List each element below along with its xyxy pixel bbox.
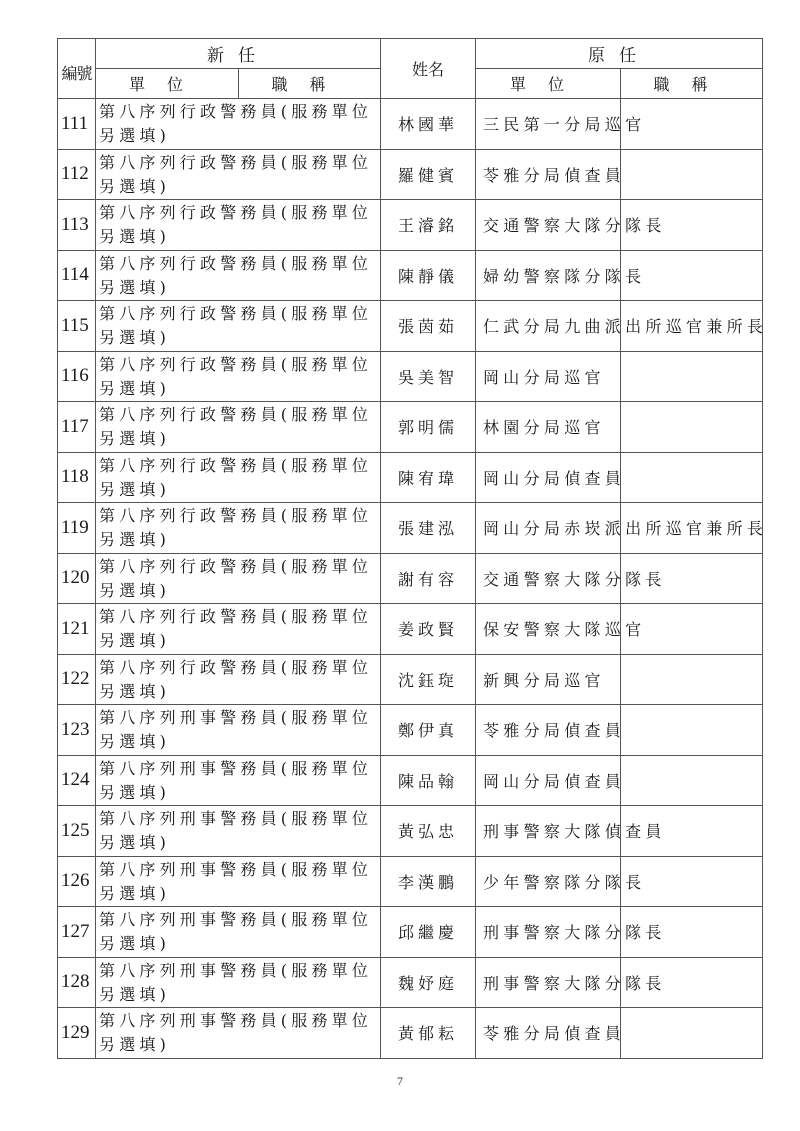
header-new-title: 職稱 (239, 69, 381, 99)
new-unit-title: 第八序列行政警務員(服務單位另選填) (96, 200, 381, 251)
original-unit: 新興分局巡官 (476, 654, 621, 705)
person-name: 吳美智 (381, 351, 476, 402)
new-unit-title: 第八序列刑事警務員(服務單位另選填) (96, 957, 381, 1008)
new-unit-title: 第八序列刑事警務員(服務單位另選填) (96, 856, 381, 907)
original-title (621, 452, 763, 503)
original-unit: 岡山分局赤崁派出所巡官兼所長 (476, 503, 621, 554)
new-unit-title: 第八序列行政警務員(服務單位另選填) (96, 452, 381, 503)
row-number: 124 (58, 755, 96, 806)
table-row (58, 250, 763, 301)
table-row (58, 907, 763, 958)
person-name: 鄭伊真 (381, 705, 476, 756)
person-name: 邱繼慶 (381, 907, 476, 958)
table-row (58, 301, 763, 352)
table-row (58, 452, 763, 503)
new-unit-title: 第八序列刑事警務員(服務單位另選填) (96, 705, 381, 756)
row-number: 114 (58, 250, 96, 301)
original-unit: 岡山分局偵查員 (476, 452, 621, 503)
person-name: 陳品翰 (381, 755, 476, 806)
roster-body (58, 99, 768, 1059)
original-unit: 苓雅分局偵查員 (476, 705, 621, 756)
row-number: 126 (58, 856, 96, 907)
original-title (621, 149, 763, 200)
original-title (621, 1008, 763, 1059)
new-unit-title: 第八序列行政警務員(服務單位另選填) (96, 402, 381, 453)
table-row (58, 604, 763, 655)
new-unit-title: 第八序列行政警務員(服務單位另選填) (96, 250, 381, 301)
header-new-unit: 單位 (96, 69, 239, 99)
person-name: 張茵茹 (381, 301, 476, 352)
row-number: 113 (58, 200, 96, 251)
new-unit-title: 第八序列行政警務員(服務單位另選填) (96, 351, 381, 402)
table-row (58, 402, 763, 453)
original-unit: 交通警察大隊分隊長 (476, 200, 621, 251)
row-number: 121 (58, 604, 96, 655)
table-row (58, 149, 763, 200)
new-unit-title: 第八序列行政警務員(服務單位另選填) (96, 553, 381, 604)
page-number: 7 (397, 1074, 403, 1088)
table-row (58, 503, 763, 554)
original-unit: 少年警察隊分隊長 (476, 856, 621, 907)
original-title (621, 402, 763, 453)
new-unit-title: 第八序列行政警務員(服務單位另選填) (96, 654, 381, 705)
table-row (58, 351, 763, 402)
person-name: 張建泓 (381, 503, 476, 554)
original-title (621, 351, 763, 402)
header-orig-title: 職稱 (621, 69, 763, 99)
original-unit: 交通警察大隊分隊長 (476, 553, 621, 604)
person-name: 黃弘忠 (381, 806, 476, 857)
original-title (621, 705, 763, 756)
original-unit: 刑事警察大隊偵查員 (476, 806, 621, 857)
person-name: 沈鈺琁 (381, 654, 476, 705)
row-number: 129 (58, 1008, 96, 1059)
personnel-roster-table (57, 38, 768, 1059)
new-unit-title: 第八序列行政警務員(服務單位另選填) (96, 149, 381, 200)
new-unit-title: 第八序列行政警務員(服務單位另選填) (96, 99, 381, 150)
table-row (58, 1008, 763, 1059)
new-unit-title: 第八序列刑事警務員(服務單位另選填) (96, 755, 381, 806)
original-unit: 婦幼警察隊分隊長 (476, 250, 621, 301)
row-number: 116 (58, 351, 96, 402)
person-name: 林國華 (381, 99, 476, 150)
person-name: 李漢鵬 (381, 856, 476, 907)
original-unit: 仁武分局九曲派出所巡官兼所長 (476, 301, 621, 352)
row-number: 125 (58, 806, 96, 857)
table-row (58, 856, 763, 907)
original-unit: 岡山分局偵查員 (476, 755, 621, 806)
original-unit: 岡山分局巡官 (476, 351, 621, 402)
table-row (58, 654, 763, 705)
new-unit-title: 第八序列刑事警務員(服務單位另選填) (96, 907, 381, 958)
row-number: 120 (58, 553, 96, 604)
header-number: 編號 (58, 39, 96, 99)
original-unit: 林園分局巡官 (476, 402, 621, 453)
header-new-post: 新任 (96, 39, 381, 69)
row-number: 122 (58, 654, 96, 705)
new-unit-title: 第八序列行政警務員(服務單位另選填) (96, 301, 381, 352)
row-number: 127 (58, 907, 96, 958)
person-name: 郭明儒 (381, 402, 476, 453)
original-title (621, 755, 763, 806)
table-row (58, 553, 763, 604)
original-unit: 苓雅分局偵查員 (476, 1008, 621, 1059)
person-name: 姜政賢 (381, 604, 476, 655)
row-number: 115 (58, 301, 96, 352)
row-number: 119 (58, 503, 96, 554)
new-unit-title: 第八序列行政警務員(服務單位另選填) (96, 503, 381, 554)
table-row (58, 200, 763, 251)
person-name: 羅健賓 (381, 149, 476, 200)
person-name: 王濬銘 (381, 200, 476, 251)
new-unit-title: 第八序列刑事警務員(服務單位另選填) (96, 1008, 381, 1059)
person-name: 魏妤庭 (381, 957, 476, 1008)
original-unit: 三民第一分局巡官 (476, 99, 621, 150)
original-title (621, 654, 763, 705)
original-unit: 保安警察大隊巡官 (476, 604, 621, 655)
table-row (58, 957, 763, 1008)
person-name: 陳宥瑋 (381, 452, 476, 503)
person-name: 陳靜儀 (381, 250, 476, 301)
person-name: 謝有容 (381, 553, 476, 604)
header-orig-unit: 單位 (476, 69, 621, 99)
row-number: 117 (58, 402, 96, 453)
table-row (58, 755, 763, 806)
new-unit-title: 第八序列刑事警務員(服務單位另選填) (96, 806, 381, 857)
person-name: 黃郁耘 (381, 1008, 476, 1059)
original-unit: 刑事警察大隊分隊長 (476, 907, 621, 958)
row-number: 112 (58, 149, 96, 200)
original-unit: 刑事警察大隊分隊長 (476, 957, 621, 1008)
original-unit: 苓雅分局偵查員 (476, 149, 621, 200)
row-number: 128 (58, 957, 96, 1008)
header-original-post: 原任 (476, 39, 763, 69)
header-name: 姓名 (381, 39, 476, 99)
table-row (58, 99, 763, 150)
row-number: 118 (58, 452, 96, 503)
row-number: 123 (58, 705, 96, 756)
table-row (58, 705, 763, 756)
row-number: 111 (58, 99, 96, 150)
table-row (58, 806, 763, 857)
new-unit-title: 第八序列行政警務員(服務單位另選填) (96, 604, 381, 655)
